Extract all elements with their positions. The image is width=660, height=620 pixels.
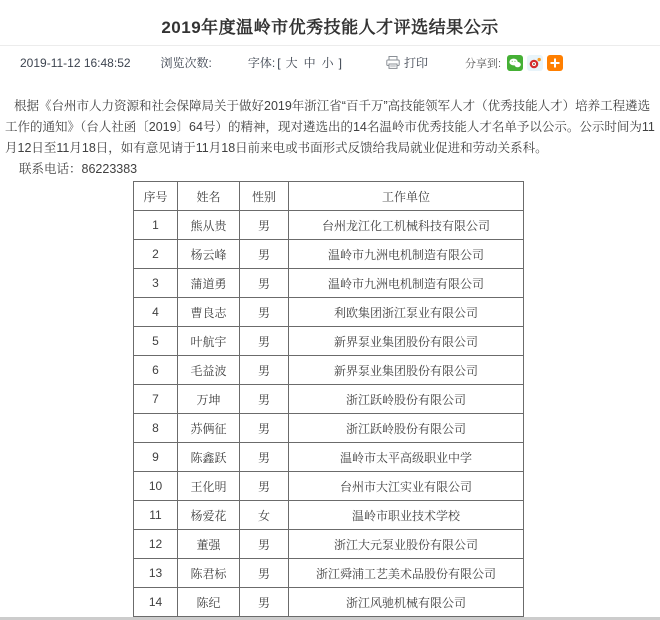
table-row	[134, 559, 524, 588]
cell-gender: 男	[240, 414, 289, 443]
cell-unit: 浙江舜浦工艺美术品股份有限公司	[289, 559, 524, 588]
table-row	[134, 588, 524, 617]
font-size-large-button[interactable]: 大	[285, 56, 298, 70]
cell-seq: 11	[134, 501, 178, 530]
cell-seq: 7	[134, 385, 178, 414]
font-size-small-button[interactable]: 小	[321, 56, 334, 70]
table-row	[134, 298, 524, 327]
more-share-icon[interactable]	[547, 55, 563, 71]
cell-unit: 浙江跃岭股份有限公司	[289, 385, 524, 414]
cell-unit: 新界泵业集团股份有限公司	[289, 327, 524, 356]
cell-name: 王化明	[178, 472, 240, 501]
cell-name: 董强	[178, 530, 240, 559]
cell-name: 蒲道勇	[178, 269, 240, 298]
cell-gender: 男	[240, 559, 289, 588]
cell-name: 杨爱花	[178, 501, 240, 530]
cell-name: 叶航宇	[178, 327, 240, 356]
cell-unit: 温岭市九洲电机制造有限公司	[289, 269, 524, 298]
cell-seq: 10	[134, 472, 178, 501]
cell-name: 陈君标	[178, 559, 240, 588]
table-row	[134, 530, 524, 559]
cell-seq: 13	[134, 559, 178, 588]
cell-gender: 男	[240, 298, 289, 327]
column-header: 性别	[240, 182, 289, 211]
contact-label: 联系电话：	[19, 162, 82, 176]
contact-phone: 86223383	[81, 162, 138, 176]
cell-seq: 1	[134, 211, 178, 240]
font-size-control	[248, 54, 344, 71]
cell-name: 熊从贵	[178, 211, 240, 240]
cell-seq: 6	[134, 356, 178, 385]
cell-gender: 男	[240, 588, 289, 617]
page-header	[0, 0, 660, 46]
cell-gender: 男	[240, 530, 289, 559]
cell-gender: 男	[240, 240, 289, 269]
font-bracket-close: ]	[338, 55, 342, 70]
article-toolbar	[0, 46, 660, 79]
share-label: 分享到:	[464, 57, 502, 70]
table-row	[134, 443, 524, 472]
cell-gender: 男	[240, 327, 289, 356]
cell-seq: 4	[134, 298, 178, 327]
table-row	[134, 385, 524, 414]
page-title: 2019年度温岭市优秀技能人才评选结果公示	[161, 18, 499, 37]
printer-icon	[386, 56, 400, 69]
cell-unit: 温岭市职业技术学校	[289, 501, 524, 530]
cell-gender: 女	[240, 501, 289, 530]
cell-gender: 男	[240, 211, 289, 240]
contact-line	[5, 159, 655, 180]
cell-name: 曹良志	[178, 298, 240, 327]
cell-name: 苏俩征	[178, 414, 240, 443]
cell-gender: 男	[240, 385, 289, 414]
cell-unit: 温岭市九洲电机制造有限公司	[289, 240, 524, 269]
cell-seq: 3	[134, 269, 178, 298]
table-row	[134, 356, 524, 385]
column-header: 序号	[134, 182, 178, 211]
column-header: 工作单位	[289, 182, 524, 211]
cell-name: 陈纪	[178, 588, 240, 617]
wechat-share-icon[interactable]	[507, 55, 523, 71]
cell-gender: 男	[240, 472, 289, 501]
print-button[interactable]	[386, 54, 428, 71]
cell-unit: 温岭市太平高级职业中学	[289, 443, 524, 472]
cell-name: 杨云峰	[178, 240, 240, 269]
cell-name: 毛益波	[178, 356, 240, 385]
cell-unit: 台州龙江化工机械科技有限公司	[289, 211, 524, 240]
font-bracket-open: [	[277, 55, 281, 70]
announcement-paragraph: 根据《台州市人力资源和社会保障局关于做好2019年浙江省“百千万”高技能领军人才（优秀技能人才）培养工程遴选工作的通知》（台人社函〔2019〕64号）的精神，现对遴选出的14名温岭市优秀技能人才名单予以公示。公示时间为11月12日至11月18日，如有意见请于11月18日前来电或书面形式反馈给我局就业促进和劳动关系科。	[5, 99, 655, 155]
table-row	[134, 327, 524, 356]
cell-seq: 2	[134, 240, 178, 269]
table-header-row	[134, 182, 524, 211]
table-row	[134, 501, 524, 530]
font-size-medium-button[interactable]: 中	[303, 56, 316, 70]
cell-gender: 男	[240, 443, 289, 472]
cell-seq: 5	[134, 327, 178, 356]
cell-seq: 9	[134, 443, 178, 472]
cell-unit: 新界泵业集团股份有限公司	[289, 356, 524, 385]
table-row	[134, 211, 524, 240]
cell-name: 万坤	[178, 385, 240, 414]
cell-unit: 浙江风驰机械有限公司	[289, 588, 524, 617]
announcement-body	[5, 96, 655, 180]
table-row	[134, 269, 524, 298]
cell-unit: 浙江跃岭股份有限公司	[289, 414, 524, 443]
cell-name: 陈鑫跃	[178, 443, 240, 472]
results-table	[133, 181, 524, 617]
table-row	[134, 414, 524, 443]
table-row	[134, 472, 524, 501]
cell-gender: 男	[240, 356, 289, 385]
view-count-label: 浏览次数:	[160, 56, 212, 70]
cell-seq: 12	[134, 530, 178, 559]
print-label: 打印	[403, 56, 428, 70]
publish-datetime: 2019-11-12 16:48:52	[20, 55, 131, 70]
weibo-share-icon[interactable]	[527, 55, 543, 71]
table-row	[134, 240, 524, 269]
cell-seq: 8	[134, 414, 178, 443]
cell-gender: 男	[240, 269, 289, 298]
column-header: 姓名	[178, 182, 240, 211]
share-bar	[465, 55, 567, 71]
cell-unit: 台州市大江实业有限公司	[289, 472, 524, 501]
cell-unit: 浙江大元泵业股份有限公司	[289, 530, 524, 559]
font-size-label: 字体:	[247, 56, 276, 70]
cell-unit: 利欧集团浙江泵业有限公司	[289, 298, 524, 327]
cell-seq: 14	[134, 588, 178, 617]
